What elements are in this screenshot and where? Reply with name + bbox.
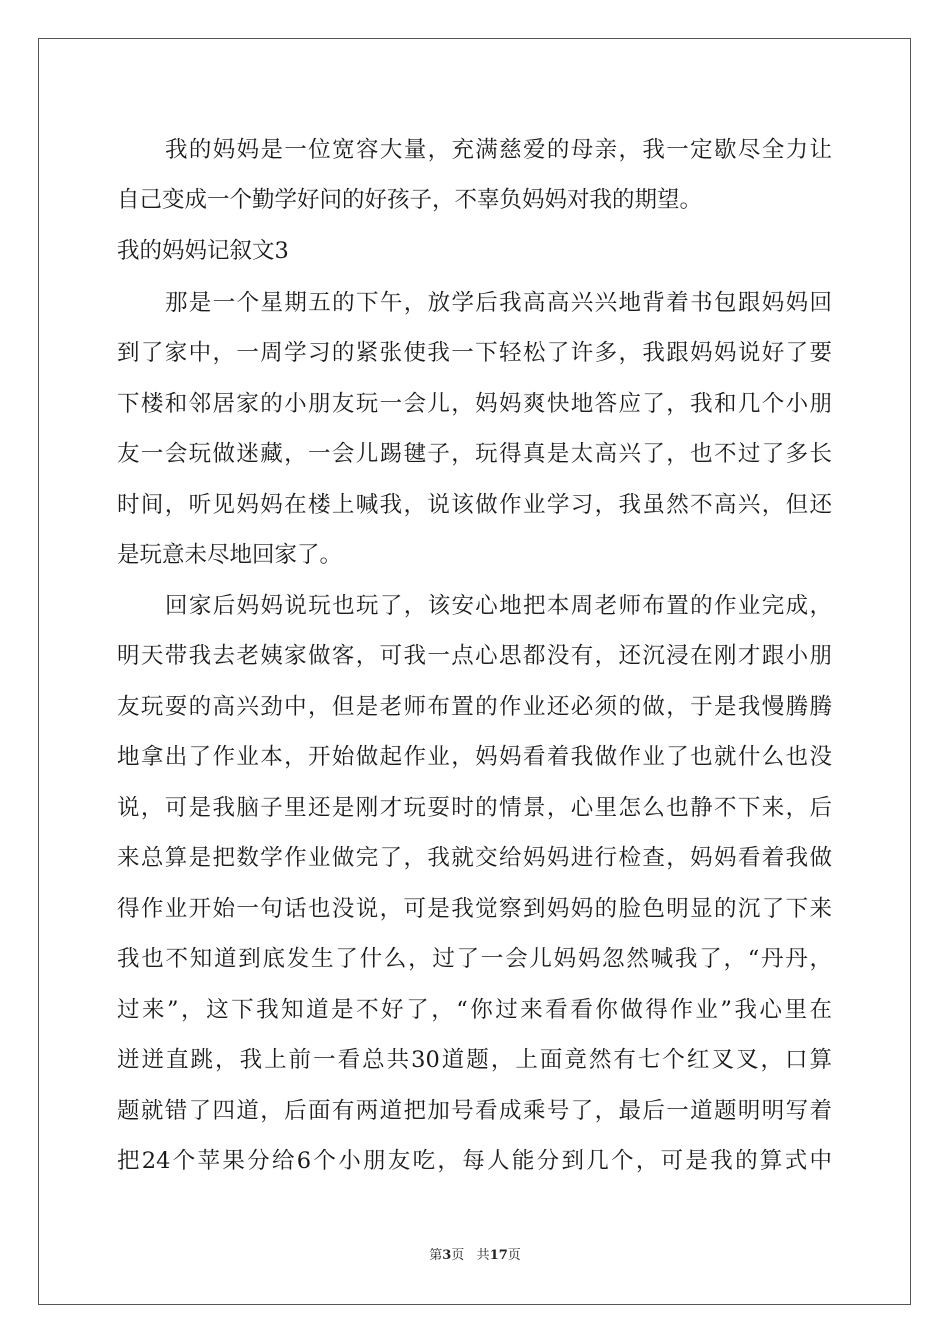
total-suffix: 页 — [507, 1248, 521, 1263]
text-line: 地拿出了作业本，开始做起作业，妈妈看着我做作业了也就什么也没 — [117, 744, 832, 770]
text-line: 得作业开始一句话也没说，可是我觉察到妈妈的脸色明显的沉了下来 — [117, 896, 832, 922]
text-line: 我也不知道到底发生了什么，过了一会儿妈妈忽然喊我了，“丹丹， — [117, 946, 832, 972]
text-line: 我的妈妈是一位宽容大量，充满慈爱的母亲，我一定歇尽全力让 — [165, 137, 832, 163]
text-line: 那是一个星期五的下午，放学后我高高兴兴地背着书包跟妈妈回 — [165, 290, 832, 316]
page-label-suffix: 页 — [451, 1248, 465, 1263]
text-line: 自己变成一个勤学好问的好孩子，不辜负妈妈对我的期望。 — [117, 187, 703, 213]
text-line: 友一会玩做迷藏，一会儿踢毽子，玩得真是太高兴了，也不过了多长 — [117, 441, 832, 467]
text-line: 到了家中，一周学习的紧张使我一下轻松了许多，我跟妈妈说好了要 — [117, 340, 832, 366]
text-line: 来总算是把数学作业做完了，我就交给妈妈进行检查，妈妈看着我做 — [117, 845, 832, 871]
text-line: 下楼和邻居家的小朋友玩一会儿，妈妈爽快地答应了，我和几个小朋 — [117, 391, 832, 417]
text-line: 时间，听见妈妈在楼上喊我，说该做作业学习，我虽然不高兴，但还 — [117, 492, 832, 518]
text-line: 是玩意未尽地回家了。 — [117, 542, 343, 568]
text-line: 把24个苹果分给6个小朋友吃，每人能分到几个，可是我的算式中 — [117, 1148, 832, 1174]
total-pages: 17 — [489, 1248, 508, 1263]
text-line: 题就错了四道，后面有两道把加号看成乘号了，最后一道题明明写着 — [117, 1098, 832, 1124]
text-line: 过来”，这下我知道是不好了，“你过来看看你做得作业”我心里在 — [117, 997, 832, 1023]
text-line: 明天带我去老姨家做客，可我一点心思都没有，还沉浸在刚才跟小朋 — [117, 643, 832, 669]
text-line: 回家后妈妈说玩也玩了，该安心地把本周老师布置的作业完成， — [165, 593, 832, 619]
text-line: 迸迸直跳，我上前一看总共30道题，上面竟然有七个红叉叉，口算 — [117, 1047, 832, 1073]
section-heading: 我的妈妈记叙文3 — [117, 238, 289, 264]
page-label-prefix: 第 — [429, 1248, 443, 1263]
total-prefix: 共 — [476, 1248, 490, 1263]
text-line: 友玩耍的高兴劲中，但是老师布置的作业还必须的做，于是我慢腾腾 — [117, 694, 832, 720]
page-footer — [0, 1248, 950, 1264]
page-number: 3 — [442, 1248, 452, 1263]
text-line: 说，可是我脑子里还是刚才玩耍时的情景，心里怎么也静不下来，后 — [117, 795, 832, 821]
